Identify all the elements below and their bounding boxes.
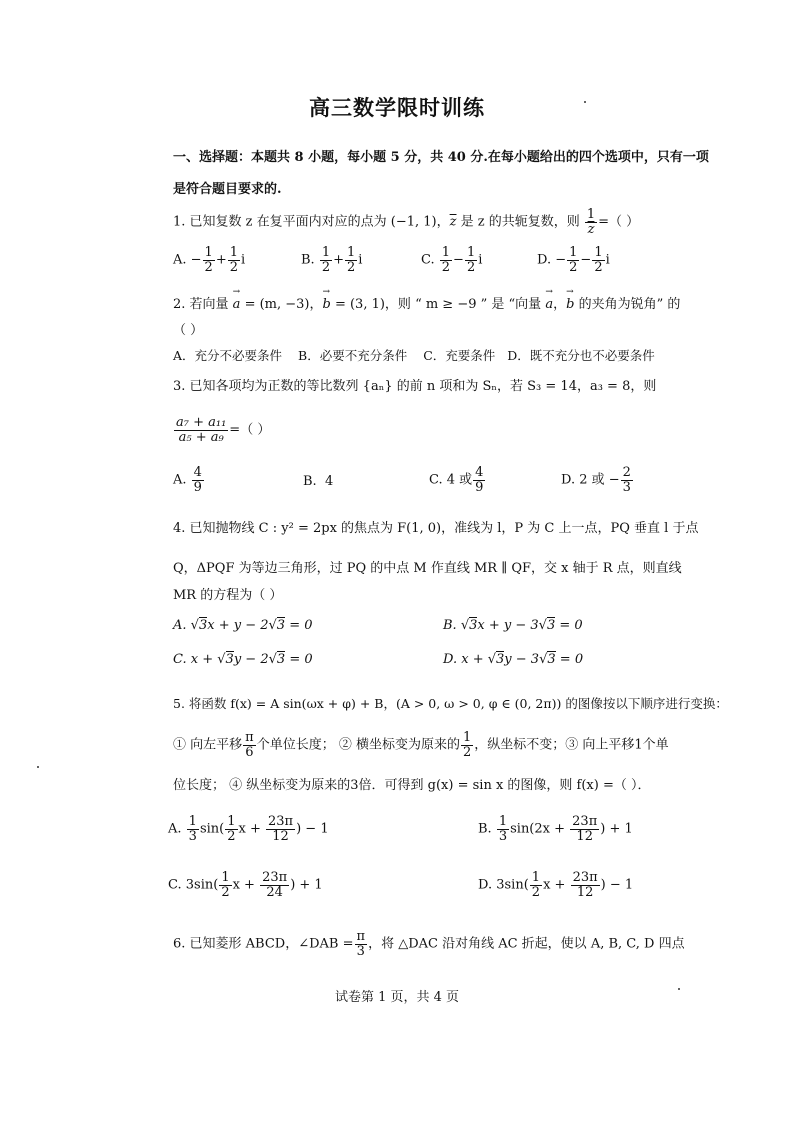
section-heading-line1: 一、选择题：本题共 8 小题，每小题 5 分，共 40 分.在每小题给出的四个选项中，只有一项 <box>173 150 709 165</box>
q1-fraction-part: $\frac{1}{2}$ <box>204 245 213 275</box>
q5-coefficient: $\frac{1}{3}$ <box>188 814 197 844</box>
question-5-line1: 5. 将函数 f(x) = A sin(ωx + φ) + B，(A > 0, ω > 0, φ ∈ (0, 2π)) 的图像按以下顺序进行变换： <box>173 696 728 711</box>
q1-fraction-part: $\frac{1}{2}$ <box>347 245 356 275</box>
q3-paren: =（ ） <box>229 422 271 438</box>
question-5-line2 <box>173 731 669 759</box>
page-footer: 试卷第 1 页，共 4 页 <box>334 990 460 1005</box>
sqrt-expression: √3 <box>217 652 234 667</box>
q5-phase: $\frac{23\pi}{12}$ <box>572 870 598 900</box>
q5-option-c: C. 3sin( $\frac{1}{2}$ x + $\frac{23\pi}{24}$ ) + 1 <box>168 870 323 900</box>
q1-stem-c: 是 z 的共轭复数，则 <box>456 214 580 230</box>
q1-fraction-part: $\frac{1}{2}$ <box>321 245 331 275</box>
sqrt-expression: √3 <box>538 618 556 633</box>
scan-speck <box>678 988 680 990</box>
q5-frequency: $\frac{1}{2}$ <box>531 870 541 900</box>
scan-speck <box>584 101 586 103</box>
question-2-stem <box>173 293 680 312</box>
q3-option-d: D. 2 或 − $\frac{2}{3}$ <box>561 465 631 495</box>
question-3-stem: 3. 已知各项均为正数的等比数列 {aₙ} 的前 n 项和为 Sₙ，若 S₃ = 14，a₃ = 8，则 <box>173 379 657 394</box>
question-4-options <box>173 618 613 678</box>
question-4-line2: Q，ΔPQF 为等边三角形，过 PQ 的中点 M 作直线 MR ∥ QF，交 x 轴于 R 点，则直线 <box>173 561 682 576</box>
q2-stem-b: = (m, −3)， <box>240 297 323 312</box>
q2-stem-a: 2. 若向量 <box>173 297 233 312</box>
q5-coefficient: $\frac{1}{3}$ <box>498 814 508 844</box>
q5-frequency: $\frac{1}{2}$ <box>221 870 230 900</box>
q5-option-b: B. $\frac{1}{3}$ sin(2x + $\frac{23\pi}{12}$ ) + 1 <box>478 814 633 844</box>
q3-fraction: $\frac{\text{a₇ + a₁₁}}{\text{a₅ + a₉}}$ <box>176 415 227 445</box>
section-heading-line2: 是符合题目要求的. <box>173 182 282 197</box>
q3-option-a: A. $\frac{4}{9}$ <box>173 465 202 495</box>
question-2-options <box>173 346 655 364</box>
scan-speck <box>37 766 39 768</box>
q2-stem-e: 的夹角为锐角” 的 <box>574 297 681 312</box>
q5-option-a: A. $\frac{1}{3}$ sin( $\frac{1}{2}$ x + $\frac{23\pi}{12}$ ) − 1 <box>168 814 329 844</box>
question-5-line3: 位长度； ④ 纵坐标变为原来的3倍．可得到 g(x) = sin x 的图像，则 f(x) =（ ）． <box>173 778 651 793</box>
q5-frequency: $\frac{1}{2}$ <box>227 814 236 844</box>
sqrt-expression: √3 <box>460 618 478 633</box>
sqrt-expression: √3 <box>190 618 208 633</box>
q1-fraction-part: $\frac{1}{2}$ <box>569 245 578 275</box>
q4-option-b: B. √3x + y − 3√3 = 0 <box>443 618 583 633</box>
page-title: 高三数学限时训练 <box>309 95 485 120</box>
question-5-options <box>168 815 638 925</box>
q2-paren: （ ） <box>173 323 204 338</box>
q5-frac-half: $\frac{1}{2}$ <box>462 730 472 760</box>
q1-stem-a: 1. 已知复数 z 在复平面内对应的点为 (−1, 1)， <box>173 214 450 230</box>
q6-stem-a: 6. 已知菱形 ABCD，∠DAB = <box>173 936 354 952</box>
q2-option-a: A．充分不必要条件 <box>173 348 283 363</box>
question-1-stem <box>173 208 639 236</box>
sqrt-expression: √3 <box>539 652 556 667</box>
q1-option-d: D. − $\frac{1}{2}$ − $\frac{1}{2}$ i <box>537 245 610 275</box>
q3-option-b: B. 4 <box>303 474 334 489</box>
q3-ratio <box>173 416 270 444</box>
q4-option-c: C. x + √3y − 2√3 = 0 <box>173 652 313 667</box>
q1-fraction-part: $\frac{1}{2}$ <box>594 245 603 275</box>
question-4-line1: 4. 已知抛物线 C : y² = 2px 的焦点为 F(1, 0)，准线为 l，P 为 C 上一点，PQ 垂直 l 于点 <box>173 521 699 536</box>
sqrt-expression: √3 <box>268 652 286 667</box>
q6-stem-b: ，将 △DAC 沿对角线 AC 折起，使以 A, B, C, D 四点 <box>368 936 685 952</box>
q5-phase: $\frac{23\pi}{12}$ <box>572 814 598 844</box>
q2-stem-c: = (3, 1)，则 “ m ≥ −9 ” 是 “向量 <box>330 297 546 312</box>
q1-conjugate-z: $\overline{z}$ <box>449 214 457 230</box>
q5-phase: $\frac{23\pi}{24}$ <box>262 870 288 900</box>
q1-fraction-part: $\frac{1}{2}$ <box>466 245 476 275</box>
q1-fraction: $\frac{1}{z}$ <box>586 207 596 237</box>
q1-fraction-part: $\frac{1}{2}$ <box>441 245 451 275</box>
q1-stem-end: =（ ） <box>598 214 640 230</box>
q5-option-d: D. 3sin( $\frac{1}{2}$ x + $\frac{23\pi}{12}$ ) − 1 <box>478 870 634 900</box>
sqrt-expression: √3 <box>487 652 505 667</box>
q1-option-a: A. − $\frac{1}{2}$ + $\frac{1}{2}$ i <box>173 245 246 275</box>
q2-vector-a: → a <box>233 297 241 312</box>
sqrt-expression: √3 <box>268 618 286 633</box>
q1-option-b: B. $\frac{1}{2}$ + $\frac{1}{2}$ i <box>301 245 363 275</box>
q2-option-b: B．必要不充分条件 <box>298 348 408 363</box>
q1-option-c: C. $\frac{1}{2}$ − $\frac{1}{2}$ i <box>421 245 483 275</box>
q5-line2-a: ① 向左平移 <box>173 737 243 753</box>
q3-option-c: C. 4 或 $\frac{4}{9}$ <box>429 465 484 495</box>
q5-frac-pi-6: $\frac{\pi}{6}$ <box>245 730 254 760</box>
q5-phase: $\frac{23\pi}{12}$ <box>268 814 294 844</box>
question-4-line3: MR 的方程为（ ） <box>173 588 283 603</box>
q2-option-d: D．既不充分也不必要条件 <box>507 348 655 363</box>
q2-vector-a-2: → a <box>545 297 553 312</box>
q1-fraction-part: $\frac{1}{2}$ <box>229 245 239 275</box>
q5-line2-b: 个单位长度； ② 横坐标变为原来的 <box>256 737 460 753</box>
q4-option-d: D. x + √3y − 3√3 = 0 <box>443 652 584 667</box>
q2-stem-d: ， <box>553 297 567 312</box>
q6-frac: $\frac{\pi}{3}$ <box>356 929 366 959</box>
question-6-stem <box>173 930 685 958</box>
q5-line2-c: ，纵坐标不变；③ 向上平移1个单 <box>474 737 669 753</box>
q2-option-c: C．充要条件 <box>423 348 496 363</box>
q2-vector-b: → b <box>323 297 331 312</box>
q2-vector-b-2: → b <box>566 297 574 312</box>
q4-option-a: A. √3x + y − 2√3 = 0 <box>173 618 313 633</box>
